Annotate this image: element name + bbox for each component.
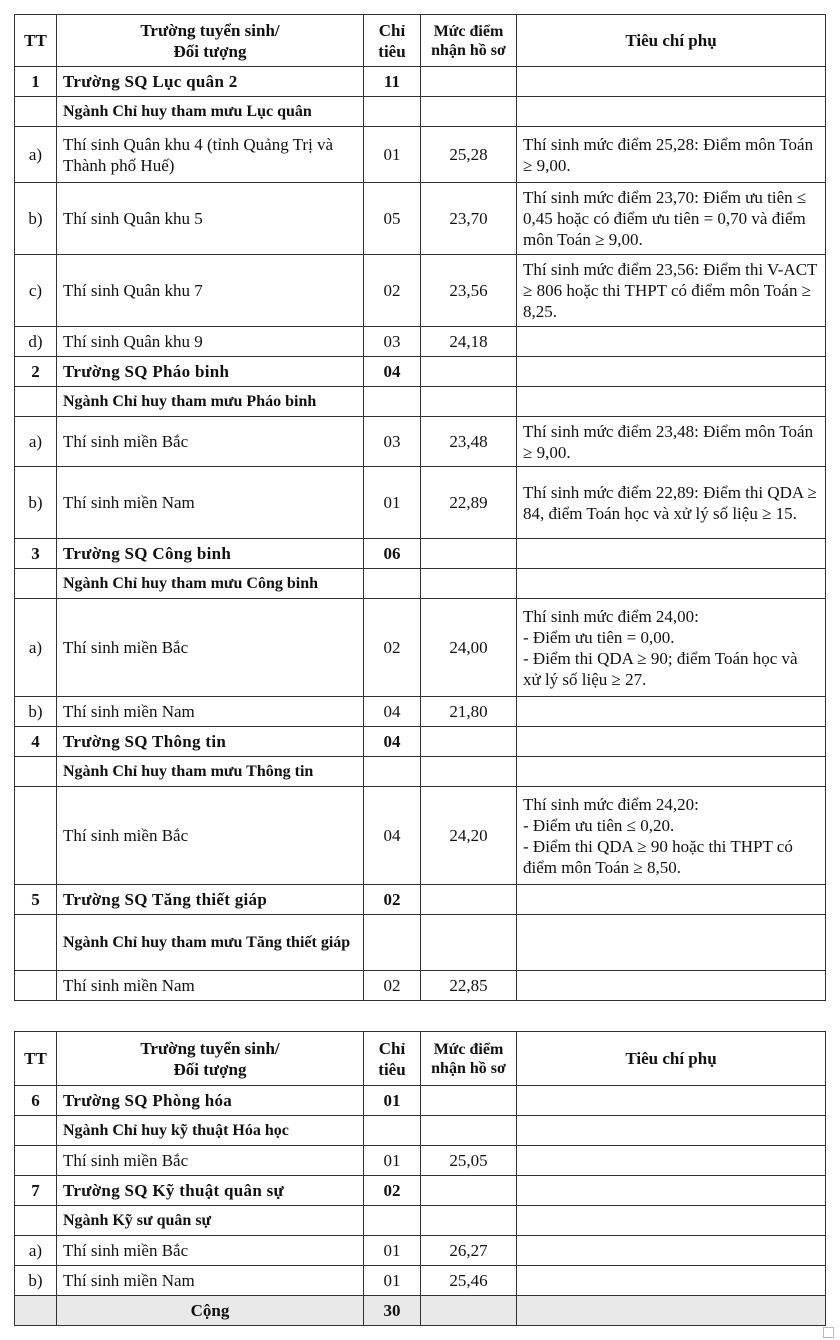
criteria-line: - Điểm ưu tiên = 0,00. <box>523 627 675 647</box>
row-number: 6 <box>15 1086 57 1116</box>
quota: 01 <box>364 127 421 183</box>
header-quota: Chỉ tiêu <box>364 15 421 67</box>
major-row <box>15 387 826 417</box>
quota: 05 <box>364 183 421 255</box>
candidate-row <box>15 1146 826 1176</box>
quota: 04 <box>364 357 421 387</box>
row-label: a) <box>15 127 57 183</box>
school-name: Trường SQ Thông tin <box>57 727 364 757</box>
quota: 11 <box>364 67 421 97</box>
candidate-group: Thí sinh Quân khu 5 <box>57 183 364 255</box>
header-criteria: Tiêu chí phụ <box>517 1032 826 1086</box>
criteria: Thí sinh mức điểm 23,48: Điểm môn Toán ≥ 9,00. <box>517 417 826 467</box>
candidate-group: Thí sinh miền Nam <box>57 467 364 539</box>
admission-table-2 <box>14 1031 826 1326</box>
score: 24,18 <box>421 327 517 357</box>
criteria: Thí sinh mức điểm 23,70: Điểm ưu tiên ≤ 0,45 hoặc có điểm ưu tiên = 0,70 và điểm môn Toán ≥ 9,00. <box>517 183 826 255</box>
score: 24,20 <box>421 787 517 885</box>
candidate-group: Thí sinh miền Bắc <box>57 1146 364 1176</box>
row-label: c) <box>15 255 57 327</box>
quota: 04 <box>364 787 421 885</box>
score: 23,70 <box>421 183 517 255</box>
score: 22,85 <box>421 971 517 1001</box>
candidate-row <box>15 327 826 357</box>
row-label: a) <box>15 599 57 697</box>
school-row <box>15 1176 826 1206</box>
major-name: Ngành Chỉ huy tham mưu Tăng thiết giáp <box>57 915 364 971</box>
criteria <box>517 599 826 697</box>
header-score: Mức điểm nhận hồ sơ <box>421 15 517 67</box>
major-row <box>15 757 826 787</box>
row-label: a) <box>15 417 57 467</box>
admission-table-1 <box>14 14 826 1001</box>
score: 25,28 <box>421 127 517 183</box>
candidate-row <box>15 127 826 183</box>
score: 26,27 <box>421 1236 517 1266</box>
row-label: b) <box>15 697 57 727</box>
major-name: Ngành Chỉ huy tham mưu Pháo binh <box>57 387 364 417</box>
total-row <box>15 1296 826 1326</box>
quota: 02 <box>364 971 421 1001</box>
header-tt: TT <box>15 1032 57 1086</box>
score: 25,05 <box>421 1146 517 1176</box>
header-criteria: Tiêu chí phụ <box>517 15 826 67</box>
row-number: 4 <box>15 727 57 757</box>
quota: 02 <box>364 1176 421 1206</box>
candidate-group: Thí sinh Quân khu 7 <box>57 255 364 327</box>
school-row <box>15 1086 826 1116</box>
major-name: Ngành Chỉ huy tham mưu Công binh <box>57 569 364 599</box>
major-row <box>15 569 826 599</box>
candidate-row <box>15 787 826 885</box>
candidate-row <box>15 697 826 727</box>
school-row <box>15 539 826 569</box>
candidate-row <box>15 1266 826 1296</box>
candidate-row <box>15 255 826 327</box>
header-score: Mức điểm nhận hồ sơ <box>421 1032 517 1086</box>
quota: 01 <box>364 1146 421 1176</box>
candidate-row <box>15 971 826 1001</box>
criteria-line: Thí sinh mức điểm 24,20: <box>523 794 699 814</box>
quota: 02 <box>364 255 421 327</box>
candidate-row <box>15 1236 826 1266</box>
school-row <box>15 727 826 757</box>
header-school: Trường tuyển sinh/ Đối tượng <box>57 1032 364 1086</box>
major-name: Ngành Chỉ huy tham mưu Lục quân <box>57 97 364 127</box>
row-number: 3 <box>15 539 57 569</box>
row-number: 2 <box>15 357 57 387</box>
row-label: b) <box>15 1266 57 1296</box>
score: 25,46 <box>421 1266 517 1296</box>
candidate-group: Thí sinh miền Nam <box>57 971 364 1001</box>
school-name: Trường SQ Kỹ thuật quân sự <box>57 1176 364 1206</box>
quota: 02 <box>364 599 421 697</box>
criteria <box>517 787 826 885</box>
row-label: b) <box>15 183 57 255</box>
resize-handle-icon <box>823 1327 834 1338</box>
candidate-row <box>15 183 826 255</box>
candidate-group: Thí sinh miền Bắc <box>57 1236 364 1266</box>
row-number: 5 <box>15 885 57 915</box>
header-row <box>15 1032 826 1086</box>
school-row <box>15 67 826 97</box>
candidate-group: Thí sinh miền Nam <box>57 697 364 727</box>
criteria: Thí sinh mức điểm 23,56: Điểm thi V-ACT ≥ 806 hoặc thi THPT có điểm môn Toán ≥ 8,25. <box>517 255 826 327</box>
major-name: Ngành Chỉ huy tham mưu Thông tin <box>57 757 364 787</box>
row-label: d) <box>15 327 57 357</box>
candidate-group: Thí sinh miền Bắc <box>57 417 364 467</box>
school-name: Trường SQ Lục quân 2 <box>57 67 364 97</box>
quota: 01 <box>364 1086 421 1116</box>
header-quota: Chỉ tiêu <box>364 1032 421 1086</box>
score: 21,80 <box>421 697 517 727</box>
criteria-line: - Điểm ưu tiên ≤ 0,20. <box>523 815 675 835</box>
school-name: Trường SQ Công binh <box>57 539 364 569</box>
score: 24,00 <box>421 599 517 697</box>
total-label: Cộng <box>57 1296 364 1326</box>
major-name: Ngành Chỉ huy kỹ thuật Hóa học <box>57 1116 364 1146</box>
major-row <box>15 915 826 971</box>
major-name: Ngành Kỹ sư quân sự <box>57 1206 364 1236</box>
row-number: 1 <box>15 67 57 97</box>
school-name: Trường SQ Pháo binh <box>57 357 364 387</box>
quota: 01 <box>364 1236 421 1266</box>
candidate-row <box>15 599 826 697</box>
school-name: Trường SQ Phòng hóa <box>57 1086 364 1116</box>
header-school: Trường tuyển sinh/ Đối tượng <box>57 15 364 67</box>
criteria-line: - Điểm thi QDA ≥ 90; điểm Toán học và xử lý số liệu ≥ 27. <box>523 648 798 689</box>
row-label: a) <box>15 1236 57 1266</box>
school-row <box>15 885 826 915</box>
school-name: Trường SQ Tăng thiết giáp <box>57 885 364 915</box>
candidate-group: Thí sinh miền Bắc <box>57 787 364 885</box>
header-tt: TT <box>15 15 57 67</box>
candidate-row <box>15 467 826 539</box>
score: 22,89 <box>421 467 517 539</box>
score: 23,48 <box>421 417 517 467</box>
row-number: 7 <box>15 1176 57 1206</box>
quota: 04 <box>364 727 421 757</box>
header-row <box>15 15 826 67</box>
school-row <box>15 357 826 387</box>
quota: 03 <box>364 327 421 357</box>
score: 23,56 <box>421 255 517 327</box>
candidate-group: Thí sinh miền Bắc <box>57 599 364 697</box>
major-row <box>15 1116 826 1146</box>
total-quota: 30 <box>364 1296 421 1326</box>
candidate-group: Thí sinh Quân khu 4 (tỉnh Quảng Trị và Thành phố Huế) <box>57 127 364 183</box>
criteria: Thí sinh mức điểm 25,28: Điểm môn Toán ≥ 9,00. <box>517 127 826 183</box>
candidate-group: Thí sinh miền Nam <box>57 1266 364 1296</box>
major-row <box>15 1206 826 1236</box>
criteria-line: Thí sinh mức điểm 24,00: <box>523 606 699 626</box>
quota: 01 <box>364 467 421 539</box>
criteria: Thí sinh mức điểm 22,89: Điểm thi QDA ≥ 84, điểm Toán học và xử lý số liệu ≥ 15. <box>517 467 826 539</box>
criteria-line: - Điểm thi QDA ≥ 90 hoặc thi THPT có điểm môn Toán ≥ 8,50. <box>523 836 793 877</box>
quota: 04 <box>364 697 421 727</box>
quota: 02 <box>364 885 421 915</box>
quota: 03 <box>364 417 421 467</box>
major-row <box>15 97 826 127</box>
candidate-row <box>15 417 826 467</box>
quota: 01 <box>364 1266 421 1296</box>
quota: 06 <box>364 539 421 569</box>
row-label: b) <box>15 467 57 539</box>
candidate-group: Thí sinh Quân khu 9 <box>57 327 364 357</box>
